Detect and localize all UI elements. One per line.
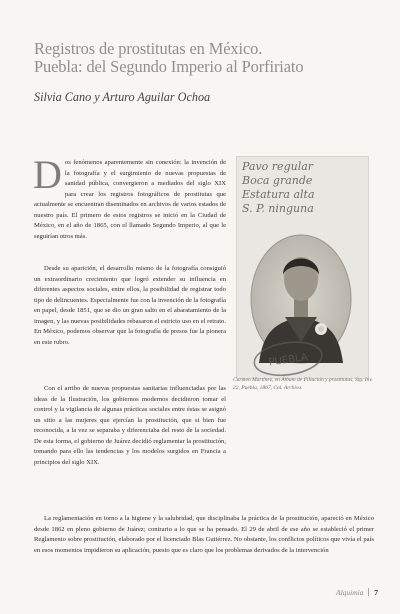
handwriting-line-2: Boca grande bbox=[242, 174, 313, 187]
handwriting-line-3: Estatura alta bbox=[242, 188, 315, 201]
paragraph-2 bbox=[34, 264, 226, 348]
paragraph-3 bbox=[34, 384, 226, 468]
page-number: 7 bbox=[374, 588, 378, 597]
footer-divider bbox=[368, 588, 369, 596]
paragraph-4-text: La reglamentación en torno a la higiene y la salubridad, que disciplinaba la práctica de la prostitución, apareció en México desde 1862 en pleno gobierno de Juárez; contrario a lo que se ha pensado. El 29 de abril de ese año se estableció el primer Reglamento sobre prostitución, elaborado por el licenciado Blas Gutiérrez. No obstante, los conflictos políticos que vivía el país en esos momentos impidieron su aplicación, puesto que es claro que los problemas derivados de la intervención bbox=[34, 515, 374, 554]
drop-cap: D bbox=[33, 152, 62, 197]
paragraph-4 bbox=[34, 514, 374, 556]
paragraph-1 bbox=[33, 152, 226, 242]
paragraph-2-text: Desde su aparición, el desarrollo mismo de la fotografía consiguió un extraordinario crecimiento que logró extender su influencia en diferentes aspectos sociales, entre ellos, la posibilidad de registrar todo tipo de delincuentes. Especialmente fue con la invención de la fotografía en papel, desde 1851, que se dio un gran salto en el abaratamiento de la imagen, y las nuevas posibilidades rebasaron el estricto uso en el retrato. En México, podemos observar que la fotografía de presos fue la pionera en este rubro. bbox=[34, 265, 226, 346]
handwriting-line-4: S. P. ninguna bbox=[242, 202, 314, 215]
article-authors: Silvia Cano y Arturo Aguilar Ochoa bbox=[34, 90, 211, 104]
photo-caption: Carmen Martínez, en Álbum de Filiación y prostitutas, Sig. Inv. 22, Puebla, 1867, Col. Archivo. bbox=[233, 377, 373, 391]
article-title bbox=[34, 40, 379, 76]
photo-stamp-text: PUEBLA bbox=[268, 352, 309, 369]
footer-section: Alquimia bbox=[336, 588, 364, 597]
page-footer bbox=[336, 588, 378, 597]
paragraph-1-text: os fenómenos aparentemente sin conexión: la invención de la fotografía y el surgimiento de nuevas propuestas de sanidad pública, convergieron a mediados del siglo XIX para crear los registros fotográficos de prostitutas que actualmente se encuentran diseminados en archivos de varios estados de nuestro país. El primero de estos registros se inició en la Ciudad de México, en el año de 1865, con el llamado Segundo Imperio, al que le seguirían otros más. bbox=[34, 159, 226, 240]
handwriting-line-1: Pavo regular bbox=[242, 160, 314, 173]
title-line-1: Registros de prostitutas en México. bbox=[34, 39, 263, 58]
title-line-2: Puebla: del Segundo Imperio al Porfiriato bbox=[34, 57, 304, 76]
paragraph-3-text: Con el arribo de nuevas propuestas sanitarias influenciadas por las ideas de la Ilustración, los gobiernos modernos decidieron tomar el control y la vigilancia de algunas prácticas sociales entre éstas se asignó un sitio a las mujeres que ejercían la prostitución, que si bien fue reconocida, a la vez se separaba y diferenciaba del resto de la sociedad. De esta forma, el gobierno de Juárez decidió reglamentar la prostitución, tomando para ello las tendencias y los modelos surgidos en Francia a principios del siglo XIX. bbox=[34, 385, 226, 466]
